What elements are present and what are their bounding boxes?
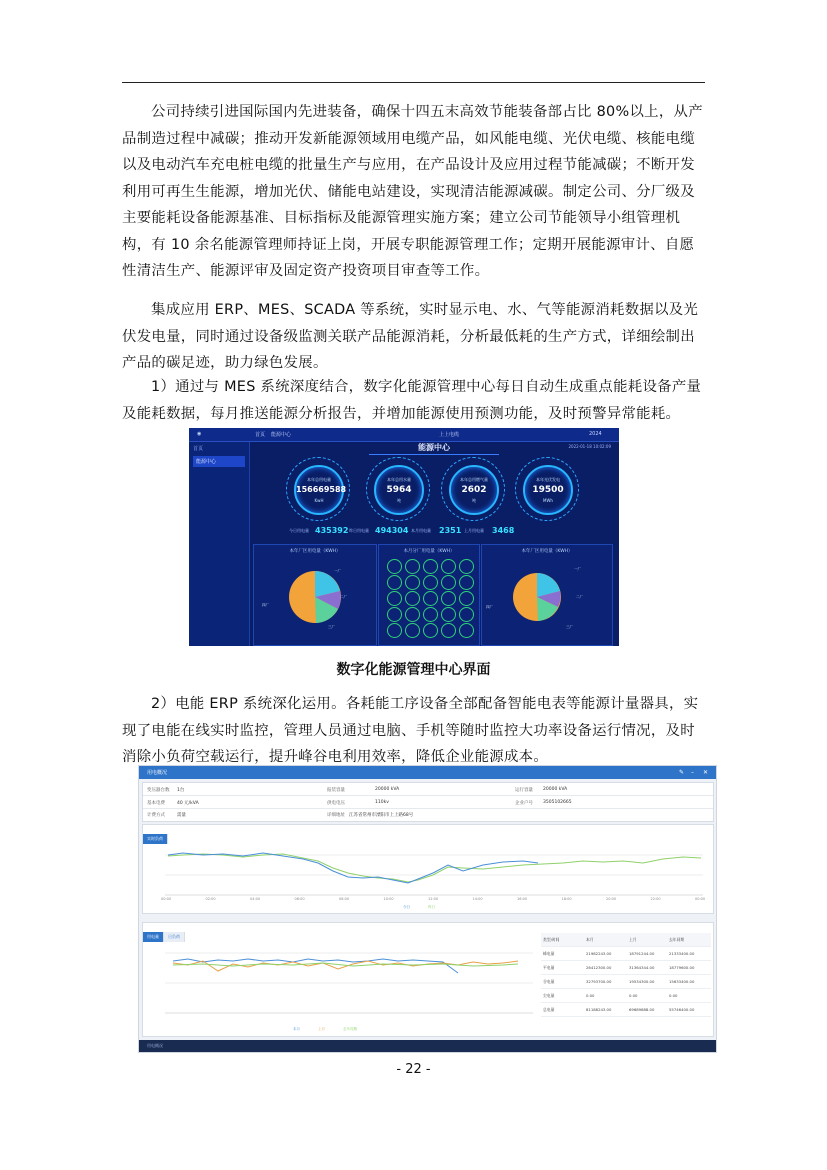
info-value: 20000 kVA	[375, 787, 400, 792]
info-value: 1台	[177, 788, 185, 793]
table-cell: 26412300.00	[586, 965, 612, 970]
x-tick-label: 02:00	[205, 897, 216, 901]
legend-yesterday: 昨日	[428, 905, 435, 909]
x-tick-label: 00:00	[695, 897, 706, 901]
pie-chart-right	[482, 555, 612, 643]
legend-this-month: 本月	[293, 1027, 300, 1031]
info-value: 40 元/kVA	[177, 801, 199, 806]
meter-dot	[459, 623, 474, 638]
tab-consumption[interactable]: 用电量	[143, 932, 164, 942]
info-key: 运行容量	[515, 788, 533, 793]
table-row	[541, 961, 711, 975]
x-tick-label: 00:00	[161, 897, 172, 901]
x-tick-label: 10:00	[383, 897, 394, 901]
header-rule	[122, 82, 705, 83]
dashboard-title: 能源中心	[418, 443, 450, 452]
tab-realtime[interactable]: 实时负荷	[143, 834, 168, 844]
user[interactable]: 2024	[589, 431, 602, 437]
gauge-unit: 吨	[397, 498, 401, 503]
stat-value: 494304	[375, 526, 409, 535]
meter-dot	[423, 607, 438, 622]
gauge-gas	[449, 465, 499, 515]
pie-label: 四厂	[262, 603, 269, 607]
info-key: 变压器台数	[147, 788, 170, 793]
paragraph-4: 2）电能 ERP 系统深化运用。各耗能工序设备全部配备智能电表等能源计量器具，实现了电能在线实时监控，管理人员通过电脑、手机等随时监控大功率设备运行情况，及时消除小负荷空载运行，提升峰谷电利用效率，降低企业能源成本。	[122, 696, 699, 765]
x-tick-label: 06:00	[294, 897, 305, 901]
table-cell: 32793700.00	[586, 979, 612, 984]
meter-dot	[441, 591, 456, 606]
table-header-cell: 类型/时间	[543, 937, 560, 942]
table-cell: 55746400.00	[669, 1007, 695, 1012]
meter-dot	[441, 607, 456, 622]
info-key: 详细地址	[327, 813, 345, 818]
gauge-unit: MWh	[543, 498, 553, 503]
paragraph-3: 1）通过与 MES 系统深度结合，数字化能源管理中心每日自动生成重点能耗设备产量及能耗数据，每月推送能源分析报告，并增加能源使用预测功能，及时预警异常能耗。	[122, 379, 702, 422]
close-icon[interactable]: ✕	[703, 769, 709, 776]
sidebar-item-energy[interactable]: 能源中心	[193, 456, 245, 467]
x-tick-label: 14:00	[472, 897, 483, 901]
sidebar-header[interactable]: 首页	[193, 446, 204, 452]
info-key: 供电电压	[327, 801, 345, 806]
meter-dot	[405, 591, 420, 606]
gauge-electricity	[294, 465, 347, 515]
realtime-load-card	[142, 824, 714, 914]
minimize-icon[interactable]: –	[691, 769, 694, 776]
tab-daily-load[interactable]: 日负荷	[164, 932, 185, 942]
meter-dot	[387, 623, 402, 638]
erp-topbar	[139, 766, 716, 779]
pie-label: 二厂	[340, 595, 347, 599]
consumption-table	[541, 933, 711, 1017]
meter-dot	[387, 559, 402, 574]
nav-home[interactable]: 首页	[255, 432, 266, 438]
meter-dot	[387, 591, 402, 606]
info-value: 20000 kVA	[543, 787, 568, 792]
pie-label: 三厂	[328, 625, 335, 629]
pie-label: 三厂	[566, 625, 573, 629]
x-tick-label: 16:00	[517, 897, 528, 901]
gauge-solar	[523, 465, 573, 515]
paragraph-2: 集成应用 ERP、MES、SCADA 等系统，实时显示电、水、气等能源消耗数据以及光伏发电量，同时通过设备级监测关联产品能源消耗，分析最低耗的生产方式，详细绘制出产品的碳足迹，助力绿色发展。	[122, 302, 699, 371]
table-cell: 21333400.00	[669, 951, 695, 956]
dashboard-time: 2022-01-18 10:02:09	[568, 444, 611, 449]
panel-title: 本年厂区用电量（KWH）	[289, 549, 341, 554]
brand: 上上电缆	[439, 432, 460, 438]
table-cell: 15633400.00	[669, 979, 695, 984]
page-number: - 22 -	[396, 1062, 431, 1077]
meter-dot	[441, 559, 456, 574]
gauge-label: 本年总用燃气量	[460, 477, 488, 482]
taskbar-item[interactable]: 用电概况	[147, 1043, 163, 1048]
gauge-label: 本年总用电量	[307, 477, 331, 482]
table-header	[541, 933, 711, 947]
table-row	[541, 989, 711, 1003]
table-cell: 18791244.00	[629, 951, 655, 956]
logo: ◉	[197, 431, 202, 437]
stat-value: 435392	[315, 526, 349, 535]
pie-label: 一厂	[334, 569, 341, 573]
table-cell: 峰电量	[543, 951, 555, 956]
info-value: 110kv	[375, 800, 389, 805]
table-cell: 0.00	[586, 993, 595, 998]
stat-label: 上月用电量	[464, 528, 484, 533]
meter-dot	[405, 575, 420, 590]
gauge-water	[374, 465, 424, 515]
consumption-card	[142, 922, 714, 1037]
divider	[143, 808, 713, 809]
meter-dot	[459, 575, 474, 590]
meter-dot	[423, 575, 438, 590]
x-tick-label: 22:00	[650, 897, 661, 901]
table-header-cell: 上月	[629, 937, 637, 942]
meter-dot	[405, 607, 420, 622]
meter-dot	[441, 623, 456, 638]
pie-label: 二厂	[576, 595, 583, 599]
gauge-unit: 吨	[472, 498, 476, 503]
table-cell: 谷电量	[543, 979, 555, 984]
table-body	[541, 947, 711, 1017]
table-cell: 31364344.00	[629, 965, 655, 970]
taskbar	[139, 1040, 716, 1052]
divider	[143, 795, 713, 796]
legend-today: 今日	[403, 905, 410, 909]
table-row	[541, 1003, 711, 1017]
meter-dot	[459, 591, 474, 606]
x-tick-label: 08:00	[339, 897, 350, 901]
meter-dot	[405, 559, 420, 574]
x-tick-label: 18:00	[561, 897, 572, 901]
dashboard-topbar	[189, 428, 619, 442]
table-cell: 总电量	[543, 1007, 555, 1012]
panel-right	[481, 544, 613, 646]
meter-dot	[423, 591, 438, 606]
table-cell: 81188243.00	[586, 1007, 612, 1012]
stat-label: 昨日用电量	[349, 528, 369, 533]
panel-left	[253, 544, 377, 646]
erp-title: 用电概况	[147, 770, 168, 776]
table-header-cell: 本月	[586, 937, 594, 942]
consumption-line-chart	[143, 923, 538, 1036]
table-row	[541, 947, 711, 961]
x-tick-label: 20:00	[606, 897, 617, 901]
stat-value: 2351	[439, 526, 462, 535]
gauge-label: 本年光伏发电	[536, 477, 560, 482]
x-tick-label: 12:00	[428, 897, 439, 901]
info-value: 江苏省常州市溧阳市上上路68号	[349, 813, 414, 818]
panel-middle	[378, 544, 480, 646]
nav-tab[interactable]: 能源中心	[271, 432, 292, 438]
table-cell: 0.00	[629, 993, 638, 998]
info-panel	[142, 782, 714, 822]
meter-dot	[423, 559, 438, 574]
table-cell: 尖电量	[543, 993, 555, 998]
meter-dot	[387, 575, 402, 590]
info-key: 报装容量	[327, 788, 345, 793]
table-cell: 21982243.00	[586, 951, 612, 956]
meter-dot	[459, 607, 474, 622]
info-key: 计费方式	[147, 813, 165, 818]
meter-dot	[459, 559, 474, 574]
legend-last-year: 去年同期	[343, 1027, 357, 1031]
table-cell: 19534300.00	[629, 979, 655, 984]
pie-chart-left	[254, 555, 376, 643]
x-tick-label: 04:00	[250, 897, 261, 901]
info-value: 需量	[177, 813, 186, 818]
gauge-value: 156669588	[296, 485, 347, 494]
table-cell: 平电量	[543, 965, 555, 970]
meter-dot	[423, 623, 438, 638]
stat-label: 本月用电量	[411, 528, 431, 533]
panel-title: 本月分厂用电量（KWH）	[403, 549, 455, 554]
gauge-label: 本年总用水量	[387, 477, 411, 482]
stat-label: 今日用电量	[289, 528, 309, 533]
info-value: 3505102665	[543, 800, 572, 805]
meter-dot	[441, 575, 456, 590]
erp-screenshot	[138, 765, 717, 1053]
edit-icon[interactable]: ✎	[679, 769, 685, 776]
table-cell: 69689888.00	[629, 1007, 655, 1012]
table-row	[541, 975, 711, 989]
meter-dot	[405, 623, 420, 638]
dashboard-sidebar	[189, 442, 250, 646]
meter-dot	[387, 607, 402, 622]
pie-label: 一厂	[574, 567, 581, 571]
info-key: 基本电费	[147, 801, 165, 806]
figure-caption: 数字化能源管理中心界面	[336, 662, 491, 678]
table-header-cell: 去年同期	[669, 937, 685, 942]
energy-center-screenshot	[189, 428, 619, 646]
stat-value: 3468	[492, 526, 515, 535]
legend-last-month: 上月	[318, 1027, 325, 1031]
gauge-value: 19500	[532, 485, 564, 495]
panel-title: 本年厂区用电量（KWH）	[521, 549, 573, 554]
table-cell: 18779600.00	[669, 965, 695, 970]
info-key: 企业户号	[515, 801, 533, 806]
gauge-value: 2602	[461, 485, 487, 495]
pie-label: 四厂	[486, 605, 493, 609]
gauge-unit: KwH	[314, 498, 324, 503]
table-cell: 0.00	[669, 993, 678, 998]
gauge-value: 5964	[386, 485, 412, 495]
paragraph-1: 公司持续引进国际国内先进装备，确保十四五末高效节能装备部占比 80%以上，从产品制造过程中减碳；推动开发新能源领域用电缆产品，如风能电缆、光伏电缆、核能电缆以及电动汽车充电桩电缆的批量生产与应用，在产品设计及应用过程节能减碳；不断开发利用可再生生能源，增加光伏、储能电站建设，实现清洁能源减碳。制定公司、分厂级及主要能耗设备能源基准、目标指标及能源管理实施方案；建立公司节能领导小组管理机构，有 10 余名能源管理师持证上岗，开展专职能源管理工作；定期开展能源审计、自愿性清洁生产、能源评审及固定资产投资项目审查等工作。	[122, 104, 703, 279]
